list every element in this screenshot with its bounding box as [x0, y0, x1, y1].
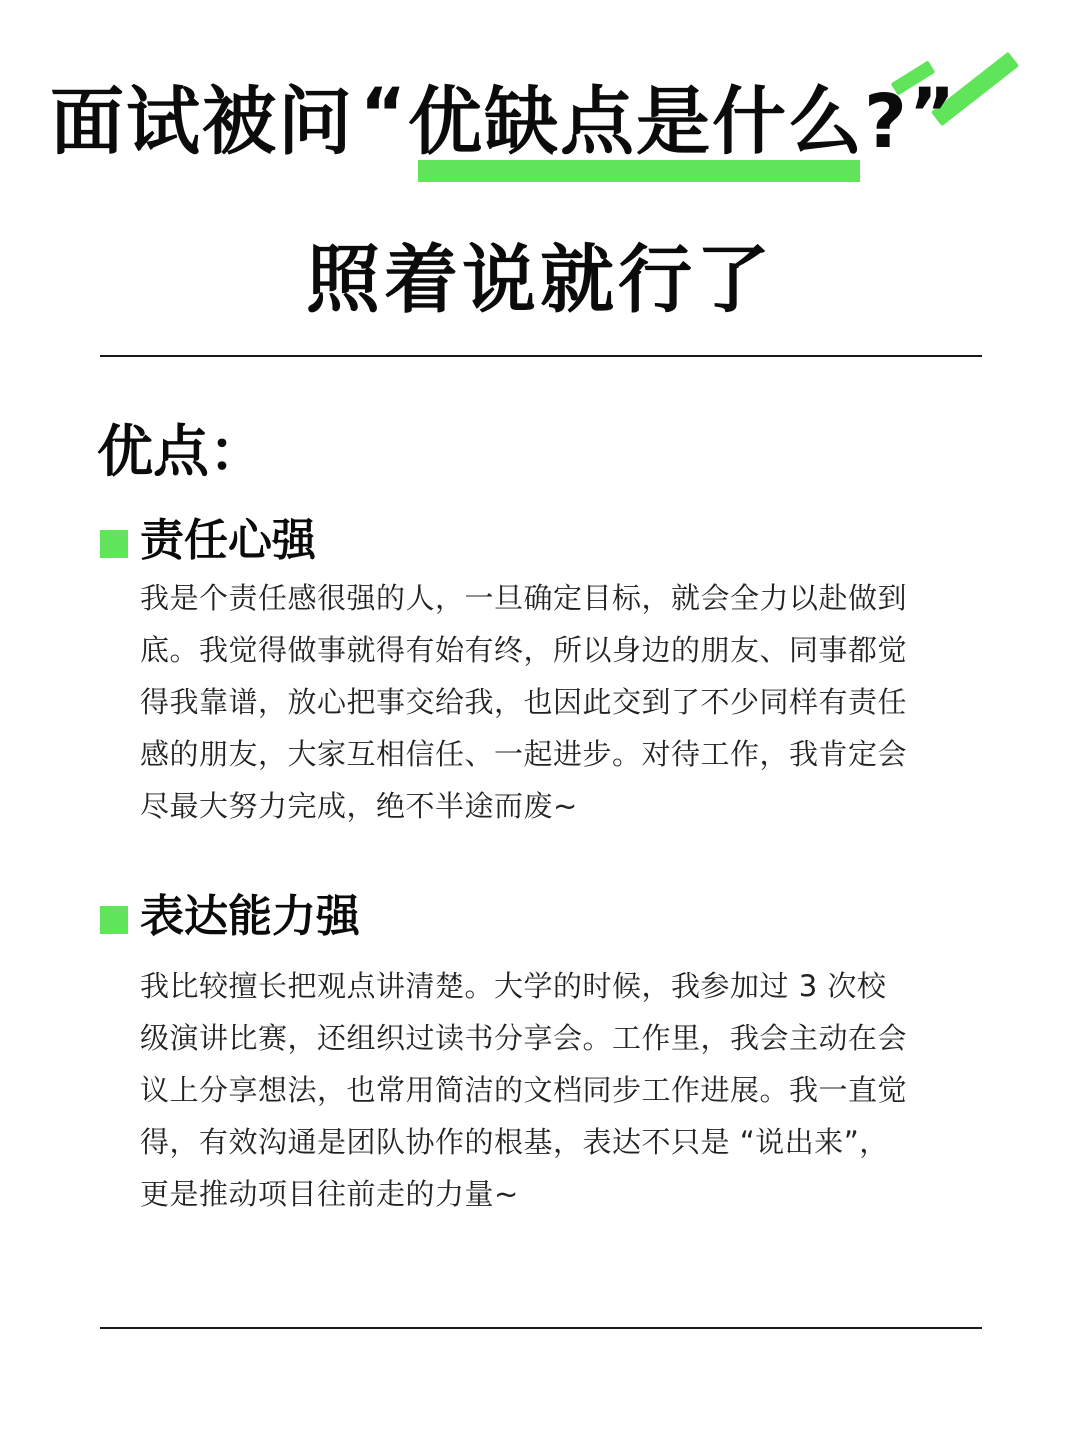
item-body: 我比较擅长把观点讲清楚。大学的时候，我参加过 3 次校级演讲比赛，还组织过读书分享会。工作里，我会主动在会议上分享想法，也常用简洁的文档同步工作进展。我一直觉得，有效沟通是团队协作的根基，表达不只是 “说出来”，更是推动项目往前走的力量~	[140, 969, 908, 1211]
green-square-bullet-icon	[100, 906, 128, 934]
page-subtitle: 照着说就行了	[306, 237, 774, 323]
section-heading-strengths: 优点：	[97, 420, 265, 485]
item-body: 我是个责任感很强的人，一旦确定目标，就会全力以赴做到底。我觉得做事就得有始有终，所以身边的朋友、同事都觉得我靠谱，放心把事交给我，也因此交到了不少同样有责任感的朋友，大家互相信任、一起进步。对待工作，我肯定会尽最大努力完成，绝不半途而废~	[140, 581, 908, 823]
item-title-row	[100, 888, 920, 948]
item-title: 责任心强	[140, 515, 316, 566]
bottom-divider	[100, 1327, 982, 1329]
green-square-bullet-icon	[100, 530, 128, 558]
title-close-quote: ”	[908, 73, 957, 155]
strength-item	[100, 888, 920, 1211]
strength-item	[100, 512, 920, 823]
page-title	[50, 72, 957, 172]
item-title: 表达能力强	[140, 891, 360, 942]
title-highlight-text: 优缺点是什么?	[408, 79, 909, 165]
top-divider	[100, 355, 982, 357]
item-title-row	[100, 512, 920, 572]
title-open-quote: “	[360, 73, 409, 155]
title-prefix: 面试被问	[50, 79, 354, 165]
